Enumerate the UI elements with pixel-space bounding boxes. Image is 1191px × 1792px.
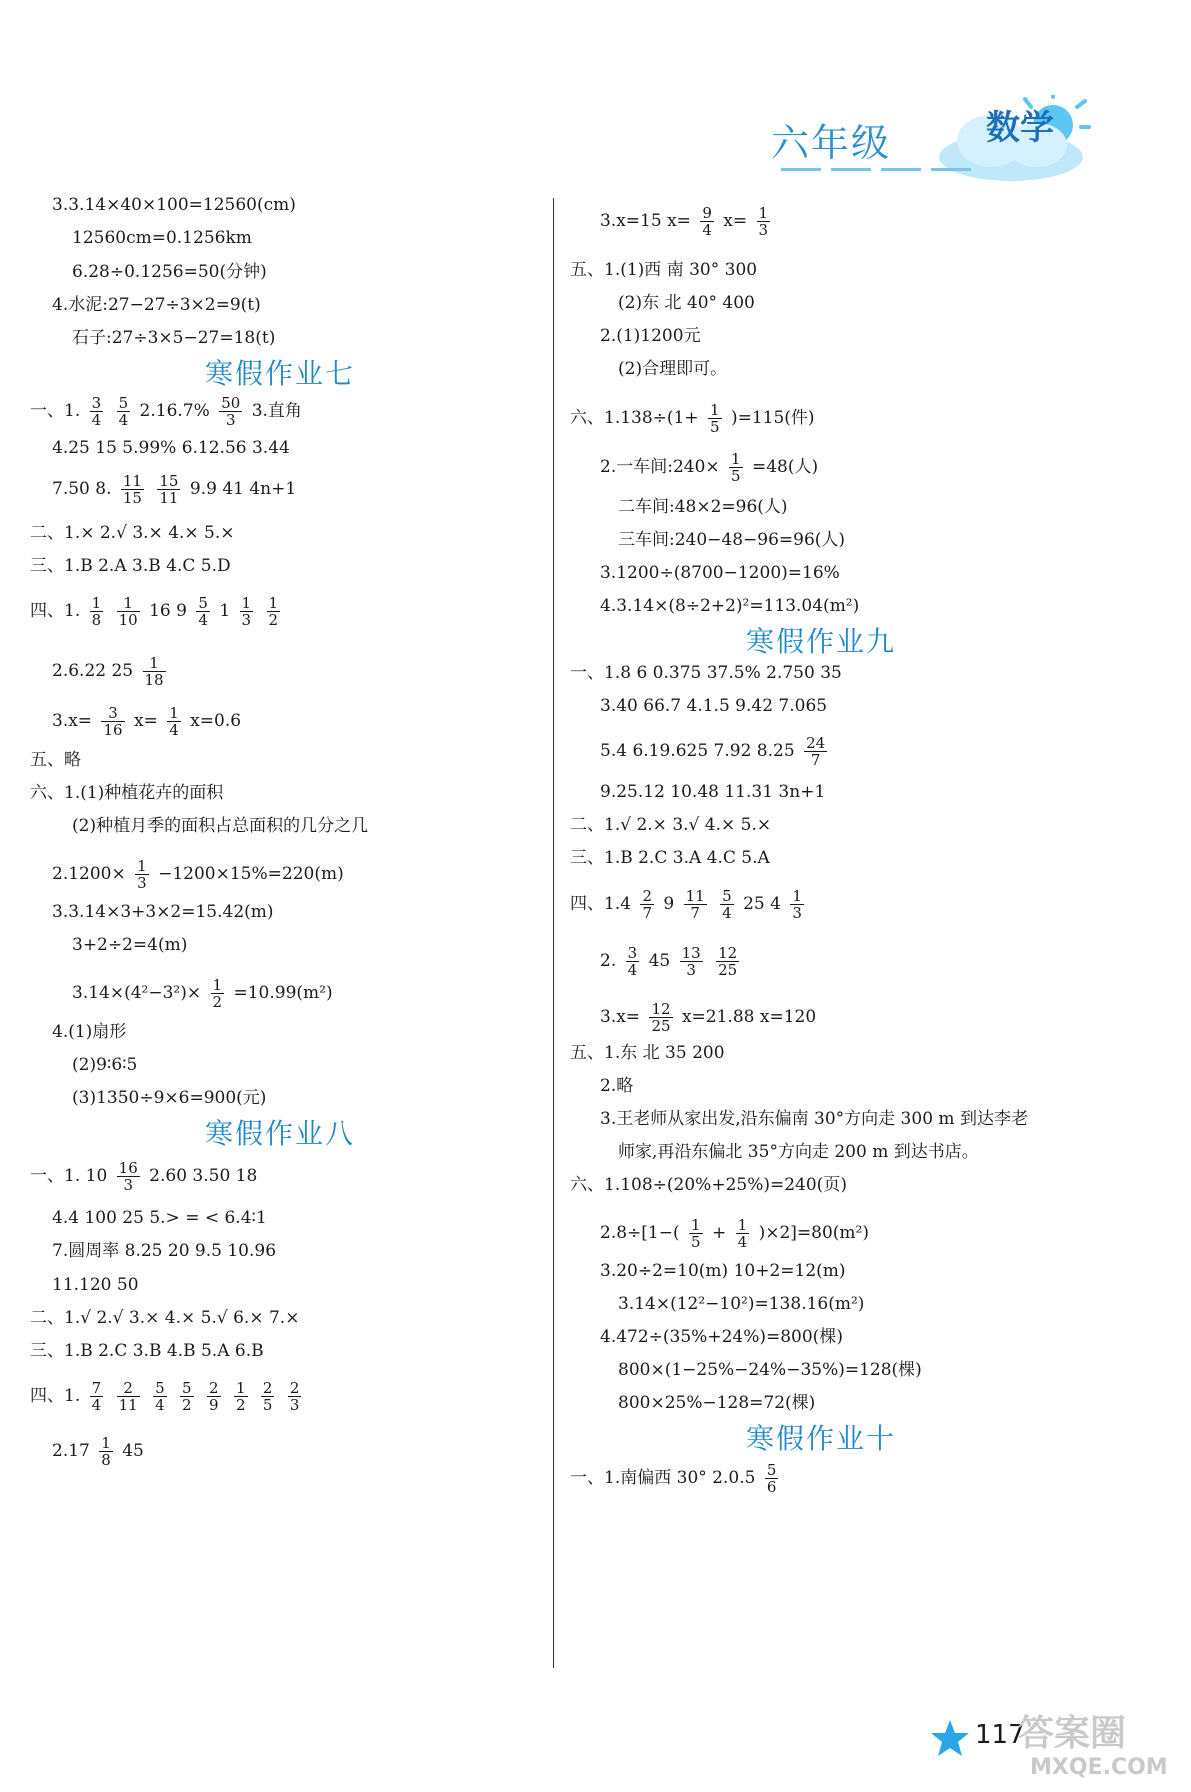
answer-line: 二、1.√ 2.× 3.√ 4.× 5.×	[570, 815, 772, 835]
fraction: $\frac{16}{3}$	[118, 1159, 138, 1194]
answer-line: 3+2÷2=4(m)	[72, 935, 188, 955]
fraction: $\frac{9}{4}$	[702, 204, 712, 239]
answer-line: 一、1. $\frac{3}{4}$ $\frac{5}{4}$ 2.16.7% $\frac{50}{3}$ 3.直角	[30, 394, 302, 429]
header-dash	[881, 168, 921, 171]
fraction: $\frac{15}{11}$	[159, 472, 179, 507]
answer-line: 4.4 100 25 5.> = < 6.4∶1	[52, 1208, 267, 1228]
section-heading: 寒假作业七	[205, 357, 356, 390]
fraction: $\frac{1}{18}$	[144, 654, 164, 689]
answer-line: 师家,再沿东偏北 35°方向走 200 m 到达书店。	[618, 1142, 979, 1162]
fraction: $\frac{5}{4}$	[722, 887, 732, 922]
answer-line: (2)种植月季的面积占总面积的几分之几	[72, 816, 369, 836]
fraction: $\frac{1}{10}$	[118, 594, 138, 629]
fraction: $\frac{5}{2}$	[182, 1379, 192, 1414]
watermark-logo: 答案圈	[1018, 1713, 1127, 1754]
answer-line: 三、1.B 2.A 3.B 4.C 5.D	[30, 556, 231, 576]
fraction: $\frac{1}{3}$	[758, 204, 769, 239]
fraction: $\frac{1}{2}$	[212, 976, 223, 1011]
answer-line: 800×25%−128=72(棵)	[618, 1393, 816, 1413]
fraction: $\frac{1}{3}$	[241, 594, 252, 629]
fraction: $\frac{1}{2}$	[268, 594, 279, 629]
answer-line: 4.水泥:27−27÷3×2=9(t)	[52, 295, 261, 315]
fraction: $\frac{12}{25}$	[651, 1000, 671, 1035]
star-icon	[930, 1718, 970, 1758]
answer-line: 800×(1−25%−24%−35%)=128(棵)	[618, 1360, 922, 1380]
answer-line: 3.x= $\frac{12}{25}$ x=21.88 x=120	[600, 1000, 817, 1035]
answer-line: 五、1.(1)西 南 30° 300	[570, 260, 758, 280]
answer-line: 9.25.12 10.48 11.31 3n+1	[600, 782, 826, 802]
answer-line: 五、略	[30, 750, 81, 770]
fraction: $\frac{1}{5}$	[710, 401, 720, 436]
answer-line: 3.1200÷(8700−1200)=16%	[600, 563, 840, 583]
section-heading: 寒假作业九	[746, 625, 897, 658]
fraction: $\frac{1}{4}$	[737, 1216, 748, 1251]
fraction: $\frac{50}{3}$	[221, 394, 241, 429]
answer-line: 7.50 8. $\frac{11}{15}$ $\frac{15}{11}$ 9.9 41 4n+1	[52, 472, 297, 507]
answer-line: (3)1350÷9×6=900(元)	[72, 1088, 267, 1108]
answer-line: 11.120 50	[52, 1275, 139, 1295]
answer-line: 2.略	[600, 1076, 634, 1096]
fraction: $\frac{2}{3}$	[289, 1379, 300, 1414]
answer-line: 一、1.南偏西 30° 2.0.5 $\frac{5}{6}$	[570, 1461, 777, 1496]
answer-line: (2)东 北 40° 400	[618, 293, 755, 313]
answer-line: 三车间:240−48−96=96(人)	[618, 530, 846, 550]
fraction: $\frac{3}{4}$	[627, 944, 638, 979]
answer-line: 6.28÷0.1256=50(分钟)	[72, 262, 267, 282]
fraction: $\frac{1}{5}$	[691, 1216, 701, 1251]
header-dash	[931, 168, 971, 171]
answer-line: 一、1. 10 $\frac{16}{3}$ 2.60 3.50 18	[30, 1159, 258, 1194]
answer-line: 2.8÷[1−( $\frac{1}{5}$ + $\frac{1}{4}$ )×2]=80(m²)	[600, 1216, 869, 1251]
answer-line: 7.圆周率 8.25 20 9.5 10.96	[52, 1241, 277, 1261]
answer-line: 3.20÷2=10(m) 10+2=12(m)	[600, 1261, 846, 1281]
fraction: $\frac{3}{16}$	[103, 704, 123, 739]
answer-line: 3.x= $\frac{3}{16}$ x= $\frac{1}{4}$ x=0.6	[52, 704, 242, 739]
fraction: $\frac{13}{3}$	[681, 944, 701, 979]
fraction: $\frac{7}{4}$	[91, 1379, 102, 1414]
fraction: $\frac{2}{9}$	[209, 1379, 219, 1414]
answer-line: 二、1.× 2.√ 3.× 4.× 5.×	[30, 523, 235, 543]
section-heading: 寒假作业八	[205, 1117, 356, 1150]
answer-line: 4.25 15 5.99% 6.12.56 3.44	[52, 438, 290, 458]
fraction: $\frac{1}{5}$	[731, 450, 741, 485]
answer-line: 2. $\frac{3}{4}$ 45 $\frac{13}{3}$ $\frac{12}{25}$	[600, 944, 738, 979]
answer-line: 石子:27÷3×5−27=18(t)	[72, 328, 276, 348]
answer-line: 六、1.(1)种植花卉的面积	[30, 783, 224, 803]
answer-line: 2.6.22 25 $\frac{1}{18}$	[52, 654, 164, 689]
section-heading: 寒假作业十	[746, 1422, 897, 1455]
answer-line: 3.14×(4²−3²)× $\frac{1}{2}$ =10.99(m²)	[72, 976, 333, 1011]
header-dash	[831, 168, 871, 171]
answer-line: 4.(1)扇形	[52, 1022, 127, 1042]
answer-line: 3.40 66.7 4.1.5 9.42 7.065	[600, 696, 828, 716]
answer-line: (2)合理即可。	[618, 359, 728, 379]
answer-line: 四、1.4 $\frac{2}{7}$ 9 $\frac{11}{7}$ $\frac{5}{4}$ 25 4 $\frac{1}{3}$	[570, 887, 802, 922]
header-dash	[781, 168, 821, 171]
answer-line: 2.17 $\frac{1}{8}$ 45	[52, 1434, 144, 1469]
fraction: $\frac{1}{4}$	[169, 704, 179, 739]
fraction: $\frac{5}{4}$	[155, 1379, 165, 1414]
answer-line: 六、1.108÷(20%+25%)=240(页)	[570, 1175, 847, 1195]
subject-title: 数学	[986, 108, 1054, 148]
answer-line: 3.3.14×40×100=12560(cm)	[52, 195, 296, 215]
column-divider	[553, 198, 554, 1668]
answer-line: 一、1.8 6 0.375 37.5% 2.750 35	[570, 663, 842, 683]
answer-line: 六、1.138÷(1+ $\frac{1}{5}$ )=115(件)	[570, 401, 815, 436]
answer-line: (2)9∶6∶5	[72, 1055, 138, 1075]
answer-line: 3.3.14×3+3×2=15.42(m)	[52, 902, 274, 922]
page-header	[741, 40, 1141, 180]
fraction: $\frac{11}{15}$	[122, 472, 142, 507]
fraction: $\frac{12}{25}$	[718, 944, 738, 979]
fraction: $\frac{5}{4}$	[198, 594, 208, 629]
answer-line: 5.4 6.19.625 7.92 8.25 $\frac{24}{7}$	[600, 734, 826, 769]
fraction: $\frac{5}{6}$	[766, 1461, 777, 1496]
answer-line: 2.一车间:240× $\frac{1}{5}$ =48(人)	[600, 450, 819, 485]
answer-line: 五、1.东 北 35 200	[570, 1043, 725, 1063]
answer-line: 3.王老师从家出发,沿东偏南 30°方向走 300 m 到达李老	[600, 1109, 1028, 1129]
answer-line: 2.1200× $\frac{1}{3}$ −1200×15%=220(m)	[52, 857, 344, 892]
answer-line: 四、1. $\frac{7}{4}$ $\frac{2}{11}$ $\frac{5}{4}$ $\frac{5}{2}$ $\frac{2}{9}$ $\frac{1}{2}$ $\frac{2}{5}$ $\frac{2}{3}$	[30, 1379, 300, 1414]
page-number: 117	[975, 1720, 1025, 1750]
fraction: $\frac{1}{8}$	[101, 1434, 111, 1469]
fraction: $\frac{24}{7}$	[806, 734, 826, 769]
answer-line: 12560cm=0.1256km	[72, 228, 252, 248]
fraction: $\frac{11}{7}$	[685, 887, 705, 922]
answer-line: 4.3.14×(8÷2+2)²=113.04(m²)	[600, 596, 860, 616]
fraction: $\frac{1}{3}$	[137, 857, 147, 892]
fraction: $\frac{1}{8}$	[91, 594, 102, 629]
fraction: $\frac{1}{3}$	[792, 887, 802, 922]
answer-line: 三、1.B 2.C 3.B 4.B 5.A 6.B	[30, 1341, 264, 1361]
answer-line: 四、1. $\frac{1}{8}$ $\frac{1}{10}$ 16 9 $\frac{5}{4}$ 1 $\frac{1}{3}$ $\frac{1}{2}$	[30, 594, 279, 629]
fraction: $\frac{3}{4}$	[91, 394, 102, 429]
answer-line: 二车间:48×2=96(人)	[618, 497, 788, 517]
watermark-url: MXQE.COM	[1030, 1755, 1168, 1780]
answer-line: 2.(1)1200元	[600, 326, 701, 346]
answer-line: 三、1.B 2.C 3.A 4.C 5.A	[570, 848, 770, 868]
fraction: $\frac{2}{5}$	[262, 1379, 273, 1414]
answer-line: 3.14×(12²−10²)=138.16(m²)	[618, 1294, 865, 1314]
fraction: $\frac{1}{2}$	[235, 1379, 246, 1414]
answer-line: 3.x=15 x= $\frac{9}{4}$ x= $\frac{1}{3}$	[600, 204, 769, 239]
fraction: $\frac{2}{7}$	[642, 887, 652, 922]
answer-line: 4.472÷(35%+24%)=800(棵)	[600, 1327, 843, 1347]
fraction: $\frac{5}{4}$	[118, 394, 129, 429]
fraction: $\frac{2}{11}$	[118, 1379, 138, 1414]
answer-line: 二、1.√ 2.√ 3.× 4.× 5.√ 6.× 7.×	[30, 1308, 300, 1328]
grade-title: 六年级	[771, 121, 892, 165]
